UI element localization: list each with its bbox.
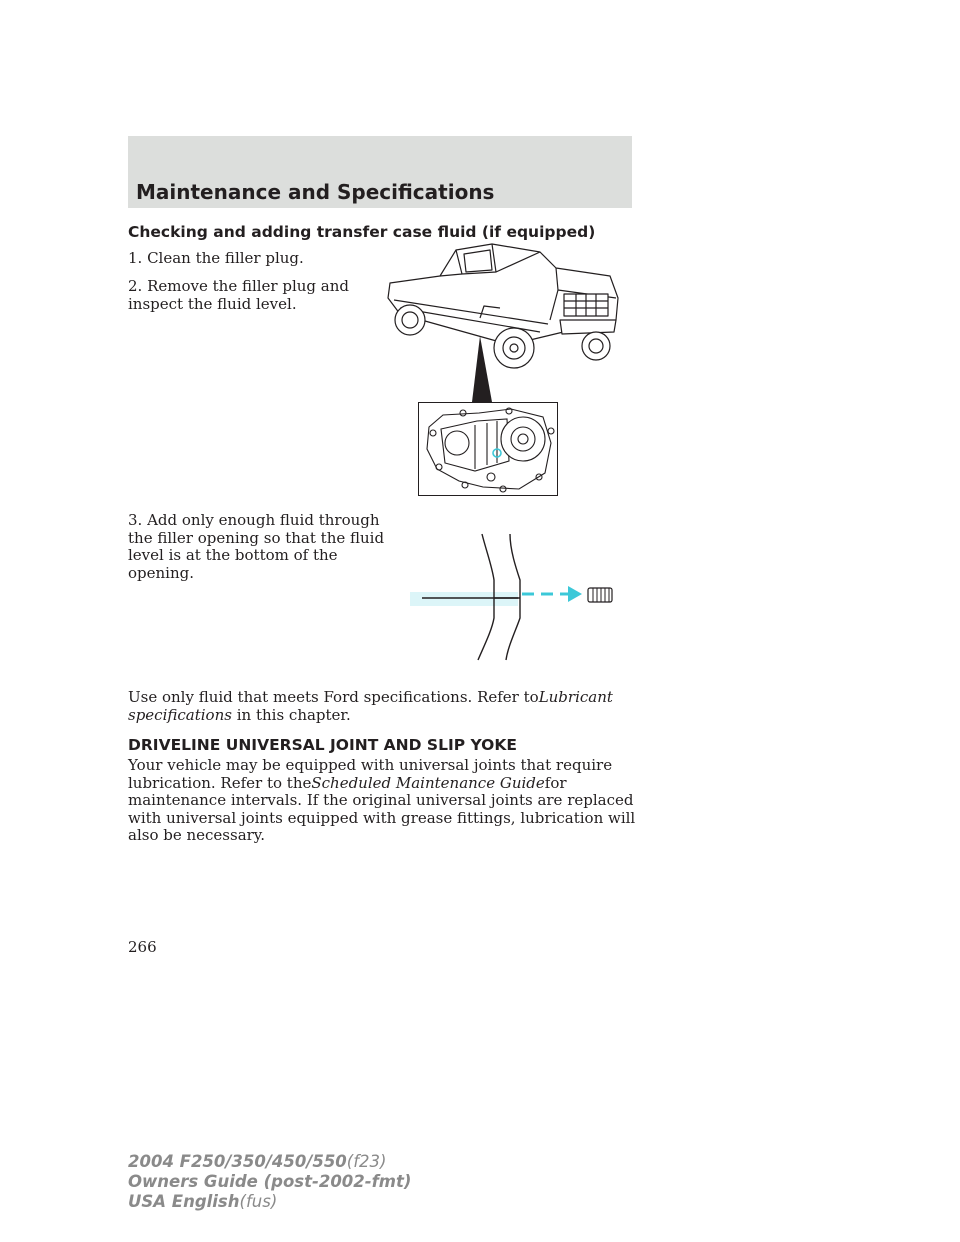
maintenance-guide-reference: Scheduled Maintenance Guide — [311, 773, 545, 792]
transfer-case-drawing — [419, 403, 557, 495]
driveline-text-after: for maintenance intervals. If the original universal joints are replaced with universal joints equipped with grease fittings, lubrication will also be necessary. — [128, 773, 636, 844]
page-header-title: Maintenance and Specifications — [136, 180, 495, 204]
step-2: 2. Remove the filler plug and inspect the fluid level. — [128, 277, 350, 313]
footer-guide: Owners Guide (post-2002-fmt) — [128, 1172, 412, 1191]
footer-line-1 — [128, 1152, 411, 1172]
header-band — [128, 136, 632, 208]
footer-language-code: (fus) — [239, 1192, 278, 1211]
footer-model: 2004 F250/350/450/550 — [128, 1152, 347, 1171]
transfer-case-illustration — [418, 402, 558, 496]
driveline-paragraph — [128, 757, 648, 845]
document-footer — [128, 1152, 411, 1212]
step-3: 3. Add only enough fluid through the filler opening so that the fluid level is at the bottom of the opening. — [128, 511, 385, 582]
fluid-spec-note — [128, 689, 648, 724]
fluid-spec-note-before: Use only fluid that meets Ford specifications. Refer to — [128, 688, 539, 706]
truck-illustration — [380, 228, 628, 408]
page-number: 266 — [128, 938, 157, 956]
footer-line-2 — [128, 1172, 411, 1192]
footer-line-3 — [128, 1192, 411, 1212]
fluid-spec-note-after: in this chapter. — [236, 705, 351, 724]
driveline-text-before: Your vehicle may be equipped with universal joints that require lubrication. Refer to the — [128, 756, 613, 792]
footer-language: USA English — [128, 1192, 240, 1211]
step-1: 1. Clean the filler plug. — [128, 249, 304, 267]
lubricant-spec-reference: Lubricant specifications — [128, 688, 613, 724]
driveline-heading: DRIVELINE UNIVERSAL JOINT AND SLIP YOKE — [128, 736, 517, 754]
section-heading: Checking and adding transfer case fluid (if equipped) — [128, 223, 596, 241]
footer-model-code: (f23) — [346, 1152, 387, 1171]
fill-level-illustration — [406, 530, 616, 662]
